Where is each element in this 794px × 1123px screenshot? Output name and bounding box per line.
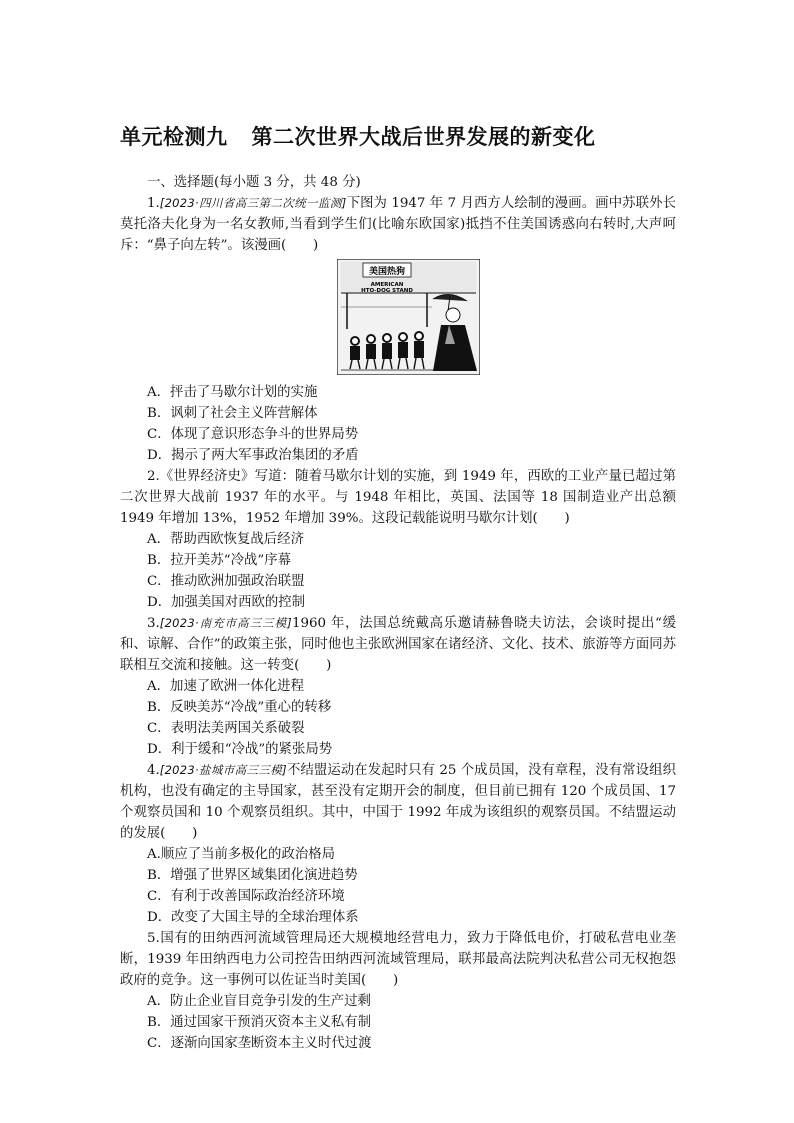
answer-option: C．有利于改善国际政治经济环境 [147,889,345,904]
answer-option: C．推动欧洲加强政治联盟 [147,574,305,589]
answer-option: B．拉开美苏“冷战”序幕 [147,553,292,568]
answer-option: D．揭示了两大军事政治集团的矛盾 [147,448,359,463]
question-source: [2023·四川省高三第二次统一监测] [159,196,347,210]
answer-option: A．帮助西欧恢复战后经济 [147,532,304,547]
page-title [120,121,596,151]
answer-option: D．利于缓和“冷战”的紧张局势 [147,742,333,757]
question-text: 《世界经济史》写道：随着马歇尔计划的实施，到 1949 年，西欧的工业产量已超过第二次世界大战前 1937 年的水平。与 1948 年相比，英国、法国等 18 国制造业产出总额 1949 年增加 13%，1952 年增加 39%。这段记载能说明马歇尔计划( ) [120,469,676,526]
title-topic: 第二次世界大战后世界发展的新变化 [251,124,596,149]
answer-option: C．表明法美两国关系破裂 [147,721,305,736]
title-unit: 单元检测九 [120,124,228,149]
section-heading: 一、选择题(每小题 3 分，共 48 分) [147,175,361,190]
question-stem [120,193,676,256]
answer-option: C．体现了意识形态争斗的世界局势 [147,427,359,442]
answer-option: C．逐渐向国家垄断资本主义时代过渡 [147,1036,372,1051]
question-text: 国有的田纳西河流域管理局还大规模地经营电力，致力于降低电价，打破私营电业垄断，1939 年田纳西电力公司控告田纳西河流域管理局，联邦最高法院判决私营公司无权抱怨政府的竞争。这一事例可以佐证当时美国( ) [120,931,676,988]
figure-container [120,256,676,382]
question-number: 2. [147,469,160,484]
answer-option: A.顺应了当前多极化的政治格局 [147,847,336,862]
sign-cn-text: 美国热狗 [368,267,406,277]
question-stem [120,928,676,991]
question-number: 4. [147,763,160,778]
question-number: 3. [147,616,160,631]
answer-option: D．加强美国对西欧的控制 [147,595,306,610]
answer-option: A．抨击了马歇尔计划的实施 [147,385,318,400]
answer-option: A．防止企业盲目竞争引发的生产过剩 [147,994,371,1009]
answer-option: D．改变了大国主导的全球治理体系 [147,910,359,925]
sign-en-text-1: AMERICAN [370,282,404,288]
question-source: [2023·盐城市高三三模] [159,763,287,777]
answer-option: B．通过国家干预消灭资本主义私有制 [147,1015,372,1030]
sign-en-text-2: HTO-DOG STAND [361,288,413,294]
answer-option: B．增强了世界区域集团化演进趋势 [147,868,358,883]
question-text: 不结盟运动在发起时只有 25 个成员国，没有章程，没有常设组织机构，也没有确定的主导国家，甚至没有定期开会的制度，但目前已拥有 120 个成员国、17 个观察员国和 10 个观察员组织。其中，中国于 1992 年成为该组织的观察员国。不结盟运动的发展( ) [120,763,676,841]
cartoon-image [337,259,480,375]
question-text: 1960 年，法国总统戴高乐邀请赫鲁晓夫访法，会谈时提出“缓和、谅解、合作”的政策主张，同时他也主张欧洲国家在诸经济、文化、技术、旅游等方面同苏联相互交流和接触。这一转变( ) [120,616,676,673]
question-stem [120,613,676,676]
question-source: [2023·南充市高三三模] [159,616,292,630]
question-section [120,172,676,1054]
question-text: 下图为 1947 年 7 月西方人绘制的漫画。画中苏联外长莫托洛夫化身为一名女教师,当看到学生们(比喻东欧国家)抵挡不住美国诱惑向右转时,大声呵斥：“鼻子向左转”。该漫画( ) [120,196,677,253]
question-stem [120,466,676,529]
answer-option: B．讽刺了社会主义阵营解体 [147,406,318,421]
answer-option: A．加速了欧洲一体化进程 [147,679,304,694]
answer-option: B．反映美苏“冷战”重心的转移 [147,700,332,715]
question-number: 1. [147,196,160,211]
question-stem [120,760,676,844]
question-number: 5. [147,931,160,946]
